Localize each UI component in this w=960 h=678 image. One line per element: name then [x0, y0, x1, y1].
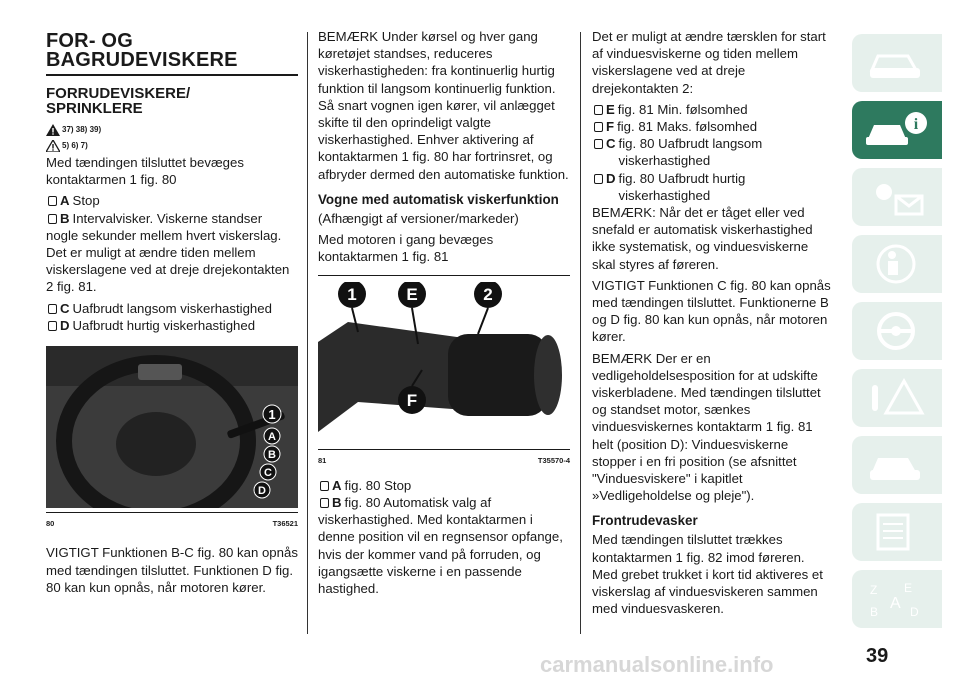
figure-label: C [264, 467, 272, 480]
column-divider [580, 32, 581, 634]
figure-code: T35570-4 [537, 455, 570, 465]
road-warning-icon [864, 377, 928, 419]
list-item-c [592, 135, 832, 169]
svg-text:E: E [904, 581, 913, 595]
svg-text:i: i [913, 116, 919, 133]
item-key: D [606, 170, 616, 186]
item-key: A [60, 193, 70, 209]
figure-label: B [268, 449, 276, 462]
paragraph: Med tændingen tilsluttet bevæges kontaktarmen 1 fig. 80 [46, 155, 244, 188]
tab-maintenance[interactable] [852, 436, 942, 494]
item-text: fig. 80 Stop [344, 477, 412, 493]
section-title [46, 86, 298, 116]
subsection-heading: Frontrudevasker [592, 513, 698, 529]
alphabetical-index-icon [864, 578, 928, 620]
figure-top-rule [318, 275, 570, 276]
item-key: A [332, 477, 342, 493]
item-key: C [60, 300, 70, 316]
svg-text:Z: Z [870, 583, 878, 597]
figure-80 [46, 346, 298, 532]
steering-wheel-icon [864, 310, 928, 352]
car-dashboard-icon [864, 42, 928, 84]
warning-lights-icon [864, 176, 928, 218]
car-service-icon [864, 444, 928, 486]
tab-dashboard[interactable] [852, 34, 942, 92]
paragraph: nogle sekunder mellem hvert viskerslag. Det er muligt at ændre tiden mellem viskerslagene ved at dreje drejekontakten 2 fig. 81. [46, 227, 290, 295]
figure-caption [318, 449, 570, 469]
page-number: 39 [866, 645, 889, 667]
list-item-c [46, 300, 298, 317]
paragraph: viskerhastighed. Med kontaktarmen i denne position vil en regnsensor opfange, hvis der kommer vand på forruden, og igangsætte viskerne i en passende hastighed. [318, 512, 563, 597]
bullet-box-icon [594, 105, 603, 115]
column-2 [318, 28, 570, 601]
bullet-box-icon [594, 139, 603, 149]
column-1 [46, 28, 298, 600]
figure-label: 1 [347, 285, 357, 305]
bullet-box-icon [594, 174, 603, 184]
paragraph: VIGTIGT Funktionen C fig. 80 kan opnås med tændingen tilsluttet. Funktionerne B og D fig. 80 kan kun opnås, når motoren kører. [592, 277, 831, 345]
title-rule [46, 74, 298, 76]
tab-index[interactable] [852, 570, 942, 628]
tab-emergency[interactable] [852, 369, 942, 427]
car-info-icon [864, 109, 928, 151]
airbag-seat-icon [864, 243, 928, 285]
item-key: E [606, 101, 615, 117]
figure-code: T36521 [272, 519, 298, 529]
figure-label: E [406, 285, 418, 305]
item-text: fig. 80 Uafbrudt hurtig viskerhastighed [618, 170, 746, 203]
column-divider [307, 32, 308, 634]
svg-text:A: A [890, 595, 901, 612]
list-item-d [46, 317, 298, 334]
figure-label: 1 [268, 407, 276, 423]
subtitle-line-1: FORRUDEVISKERE/ [46, 85, 191, 102]
figure-label: 2 [483, 285, 493, 305]
paragraph: (Afhængigt af versioner/markeder) [318, 210, 519, 226]
list-item-d [592, 170, 832, 204]
paragraph: BEMÆRK Der er en vedligeholdelsesposition for at udskifte viskerbladene. Med tændingen tilsluttet og standset motor, sænkes vinduesviskernes kontaktarm 1 fig. 81 helt (position D): Vinduesviskerne stopper i en fri position (se afsnittet "Vinduesviskere" i kapitlet »Vedligeholdelse og pleje"). [592, 350, 821, 504]
figure-label: F [406, 391, 418, 411]
caution-triangle-icon [46, 140, 60, 152]
item-key: B [332, 495, 342, 511]
svg-text:B: B [870, 605, 879, 619]
bullet-box-icon [320, 498, 329, 508]
item-text: fig. 81 Maks. følsomhed [617, 119, 758, 135]
steering-wheel-photo [46, 346, 298, 508]
bullet-box-icon [320, 481, 329, 491]
tab-warning-lights[interactable] [852, 168, 942, 226]
paragraph: BEMÆRK: Når det er tåget eller ved snefald er automatisk viskerhastighed ikke systematisk, og vinduesviskerne skal styres af føreren. [592, 205, 813, 272]
bullet-box-icon [48, 196, 57, 206]
warning-reference-2 [46, 138, 298, 154]
warning-refs-1: 37) 38) 39) [62, 125, 102, 135]
paragraph: Med motoren i gang bevæges kontaktarmen 1 fig. 81 [318, 232, 494, 265]
item-text: fig. 80 Automatisk valg af [344, 495, 492, 511]
title-line-1: FOR- OG [46, 30, 133, 52]
item-text: fig. 80 Uafbrudt langsom viskerhastighed [618, 136, 763, 169]
item-key: D [60, 317, 70, 333]
item-text: Intervalvisker. Viskerne standser [72, 210, 263, 226]
figure-number: 81 [318, 455, 327, 465]
list-item-b [46, 210, 298, 227]
column-3 [592, 28, 832, 622]
bullet-box-icon [48, 304, 57, 314]
tab-technical-data[interactable] [852, 503, 942, 561]
item-text: fig. 81 Min. følsomhed [617, 101, 748, 117]
figure-label: A [268, 431, 276, 444]
subtitle-line-2: SPRINKLERE [46, 100, 143, 117]
title-line-2: BAGRUDEVISKERE [46, 49, 238, 71]
figure-number: 80 [46, 519, 55, 529]
figure-81 [318, 282, 570, 468]
paragraph: Med tændingen tilsluttet trækkes kontaktarmen 1 fig. 82 imod føreren. Med grebet trukket i kort tid aktiveres et viskerslag af vinduesviskeren sammen med vinduesvaskeren. [592, 532, 823, 617]
paragraph: BEMÆRK Under kørsel og hver gang køretøjet standses, reduceres viskerhastigheden: fra kontinuerlig hurtig funktion til langsom kontinuerlig funktion. Så snart vognen igen kører, vil anlægget skifte til den oprindeligt valgte viskerhastighed. Enhver aktivering af kontaktarmen 1 fig. 80 har fortrinsret, og afbryder dermed den automatiske funktion. [318, 29, 569, 182]
item-text: Uafbrudt hurtig viskerhastighed [72, 317, 256, 333]
item-key: B [60, 210, 70, 226]
warning-refs-2: 5) 6) 7) [62, 141, 88, 151]
page-title [46, 32, 298, 70]
figure-label: D [258, 485, 266, 498]
bullet-box-icon [48, 214, 57, 224]
wiper-stalk-photo [318, 282, 570, 444]
subsection-heading: Vogne med automatisk viskerfunktion [318, 191, 559, 207]
list-item-b [318, 494, 570, 511]
figure-caption [46, 512, 298, 532]
tab-vehicle-info[interactable] [852, 101, 942, 159]
paragraph: Det er muligt at ændre tærsklen for start af vinduesviskerne og tiden mellem viskerslagene ved at dreje drejekontakten 2: [592, 29, 826, 96]
item-key: F [606, 119, 615, 135]
chapter-tabs [852, 34, 942, 637]
bullet-box-icon [48, 321, 57, 331]
watermark: carmanualsonline.info [540, 652, 774, 677]
list-item-e [592, 101, 832, 118]
list-item-a [46, 192, 298, 209]
list-item-a [318, 477, 570, 494]
item-key: C [606, 136, 616, 152]
warning-triangle-icon [46, 124, 60, 136]
paragraph: VIGTIGT Funktionen B-C fig. 80 kan opnås med tændingen tilsluttet. Funktionen D fig. 80 kan kun opnås, når motoren kører. [46, 545, 298, 595]
specifications-icon [864, 511, 928, 553]
warning-reference-1 [46, 122, 298, 138]
bullet-box-icon [594, 122, 603, 132]
list-item-f [592, 118, 832, 135]
tab-starting-driving[interactable] [852, 302, 942, 360]
item-text: Uafbrudt langsom viskerhastighed [72, 300, 272, 316]
item-text: Stop [72, 193, 100, 209]
tab-safety[interactable] [852, 235, 942, 293]
svg-text:D: D [910, 605, 919, 619]
